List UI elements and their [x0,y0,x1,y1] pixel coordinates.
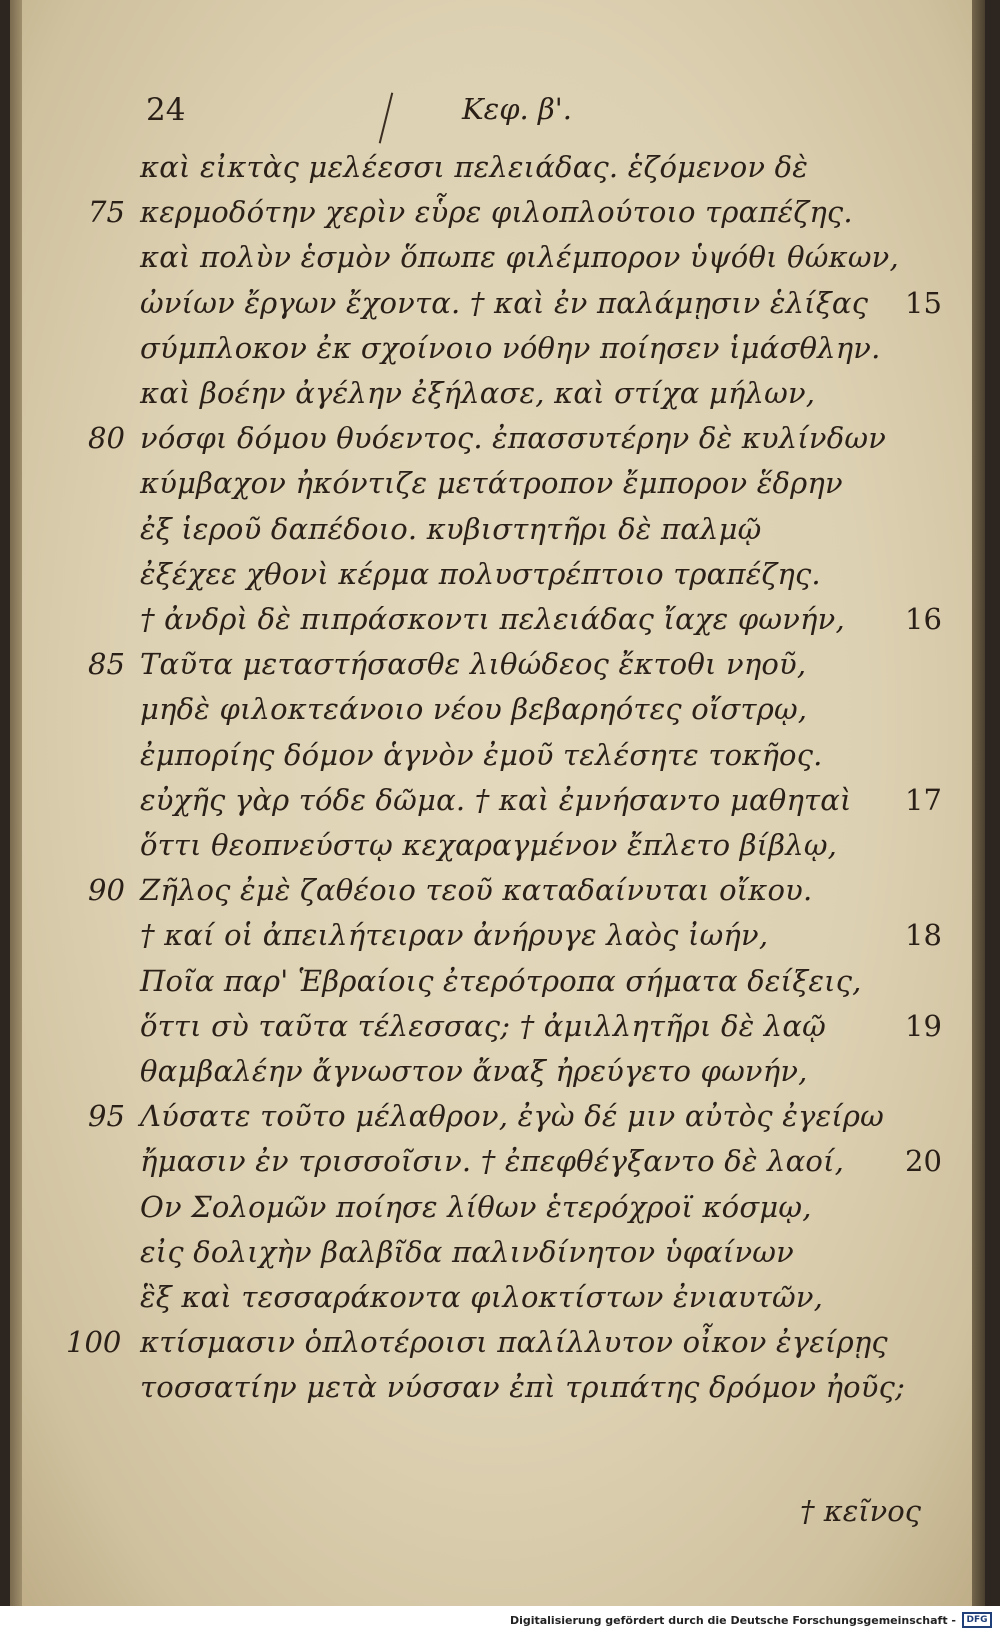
dfg-logo: DFG [962,1612,992,1628]
verse-number: 18 [905,918,942,953]
text-line: † ἀνδρὶ δὲ πιπράσκοντι πελειάδας ἴαχε φωνήν, [140,602,845,636]
text-line: ἤμασιν ἐν τρισσοῖσιν. † ἐπεφθέγξαντο δὲ λαοί, [140,1144,845,1179]
line-number: 80 [88,421,125,456]
footer-bar [0,1606,1000,1636]
text-line: Ταῦτα μεταστήσασθε λιθώδεος ἔκτοθι νηοῦ, [140,647,807,682]
text-line: σύμπλοκον ἐκ σχοίνοιο νόθην ποίησεν ἱμάσθλην. [140,330,881,365]
line-number: 85 [88,647,125,682]
text-line: ὅττι σὺ ταῦτα τέλεσσας; † ἀμιλλητῆρι δὲ λαῷ [140,1008,826,1043]
line-number: 90 [88,873,125,908]
line-number: 95 [88,1099,125,1134]
text-line: Ζῆλος ἐμὲ ζαθέοιο τεοῦ καταδαίνυται οἴκου. [140,873,813,908]
line-number: 100 [66,1325,122,1360]
text-line: θαμβαλέην ἄγνωστον ἄναξ ἠρεύγετο φωνήν, [140,1054,808,1088]
verse-number: 19 [905,1008,942,1043]
text-line: ἓξ καὶ τεσσαράκοντα φιλοκτίστων ἐνιαυτῶν, [140,1280,824,1314]
page-number: 24 [146,92,186,128]
verse-number: 20 [905,1144,942,1179]
text-line: κτίσμασιν ὁπλοτέροισι παλίλλυτον οἶκον ἐγείρῃς [140,1325,888,1360]
text-line: Ποῖα παρ' Ἑβραίοις ἐτερότροπα σήματα δείξεις, [140,963,862,998]
text-line: κύμβαχον ἠκόντιζε μετάτροπον ἔμπορον ἕδρην [140,466,843,501]
line-number: 75 [88,195,125,230]
text-line: εἰς δολιχὴν βαλβῖδα παλινδίνητον ὑφαίνων [140,1234,794,1269]
verse-number: 17 [905,782,942,817]
text-line: τοσσατίην μετὰ νύσσαν ἐπὶ τριπάτης δρόμον ἠοῦς; [140,1370,906,1405]
text-line: μηδὲ φιλοκτεάνοιο νέου βεβαρηότες οἴστρῳ, [140,692,808,727]
text-line: † καί οἱ ἀπειλήτειραν ἀνήρυγε λαὸς ἰωήν, [140,918,769,953]
text-line: Ον Σολομῶν ποίησε λίθων ἑτερόχροϊ κόσμῳ, [140,1189,812,1224]
text-line: εὐχῆς γὰρ τόδε δῶμα. † καὶ ἐμνήσαντο μαθηταὶ [140,782,852,817]
catchword: † κεῖνος [800,1494,921,1528]
verse-number: 15 [905,285,942,320]
footer-credit: Digitalisierung gefördert durch die Deutsche Forschungsgemeinschaft - [509,1614,956,1627]
text-line: ἐξέχεε χθονὶ κέρμα πολυστρέπτοιο τραπέζης. [140,556,821,591]
text-line: ὅττι θεοπνεύστῳ κεχαραγμένον ἔπλετο βίβλῳ, [140,828,838,862]
running-head: Κεφ. β'. [462,92,572,126]
text-line: καὶ βοέην ἀγέλην ἐξήλασε, καὶ στίχα μήλων, [140,376,816,410]
text-line: νόσφι δόμου θυόεντος. ἐπασσυτέρην δὲ κυλίνδων [140,421,887,456]
verse-number: 16 [905,602,942,636]
text-line: καὶ πολὺν ἑσμὸν ὅπωπε φιλέμπορον ὑψόθι θώκων, [140,240,899,275]
text-line: ὠνίων ἔργων ἔχοντα. † καὶ ἐν παλάμῃσιν ἑλίξας [140,285,869,320]
text-line: κερμοδότην χερὶν εὗρε φιλοπλούτοιο τραπέζης. [140,195,853,230]
text-line: ἐξ ἱεροῦ δαπέδοιο. κυβιστητῆρι δὲ παλμῷ [140,511,762,546]
text-line: καὶ εἰκτὰς μελέεσσι πελειάδας. ἑζόμενον δὲ [140,150,809,184]
text-line: Λύσατε τοῦτο μέλαθρον, ἐγὼ δέ μιν αὐτὸς ἐγείρω [140,1099,884,1134]
text-line: ἐμπορίης δόμον ἁγνὸν ἐμοῦ τελέσητε τοκῆος. [140,737,823,772]
